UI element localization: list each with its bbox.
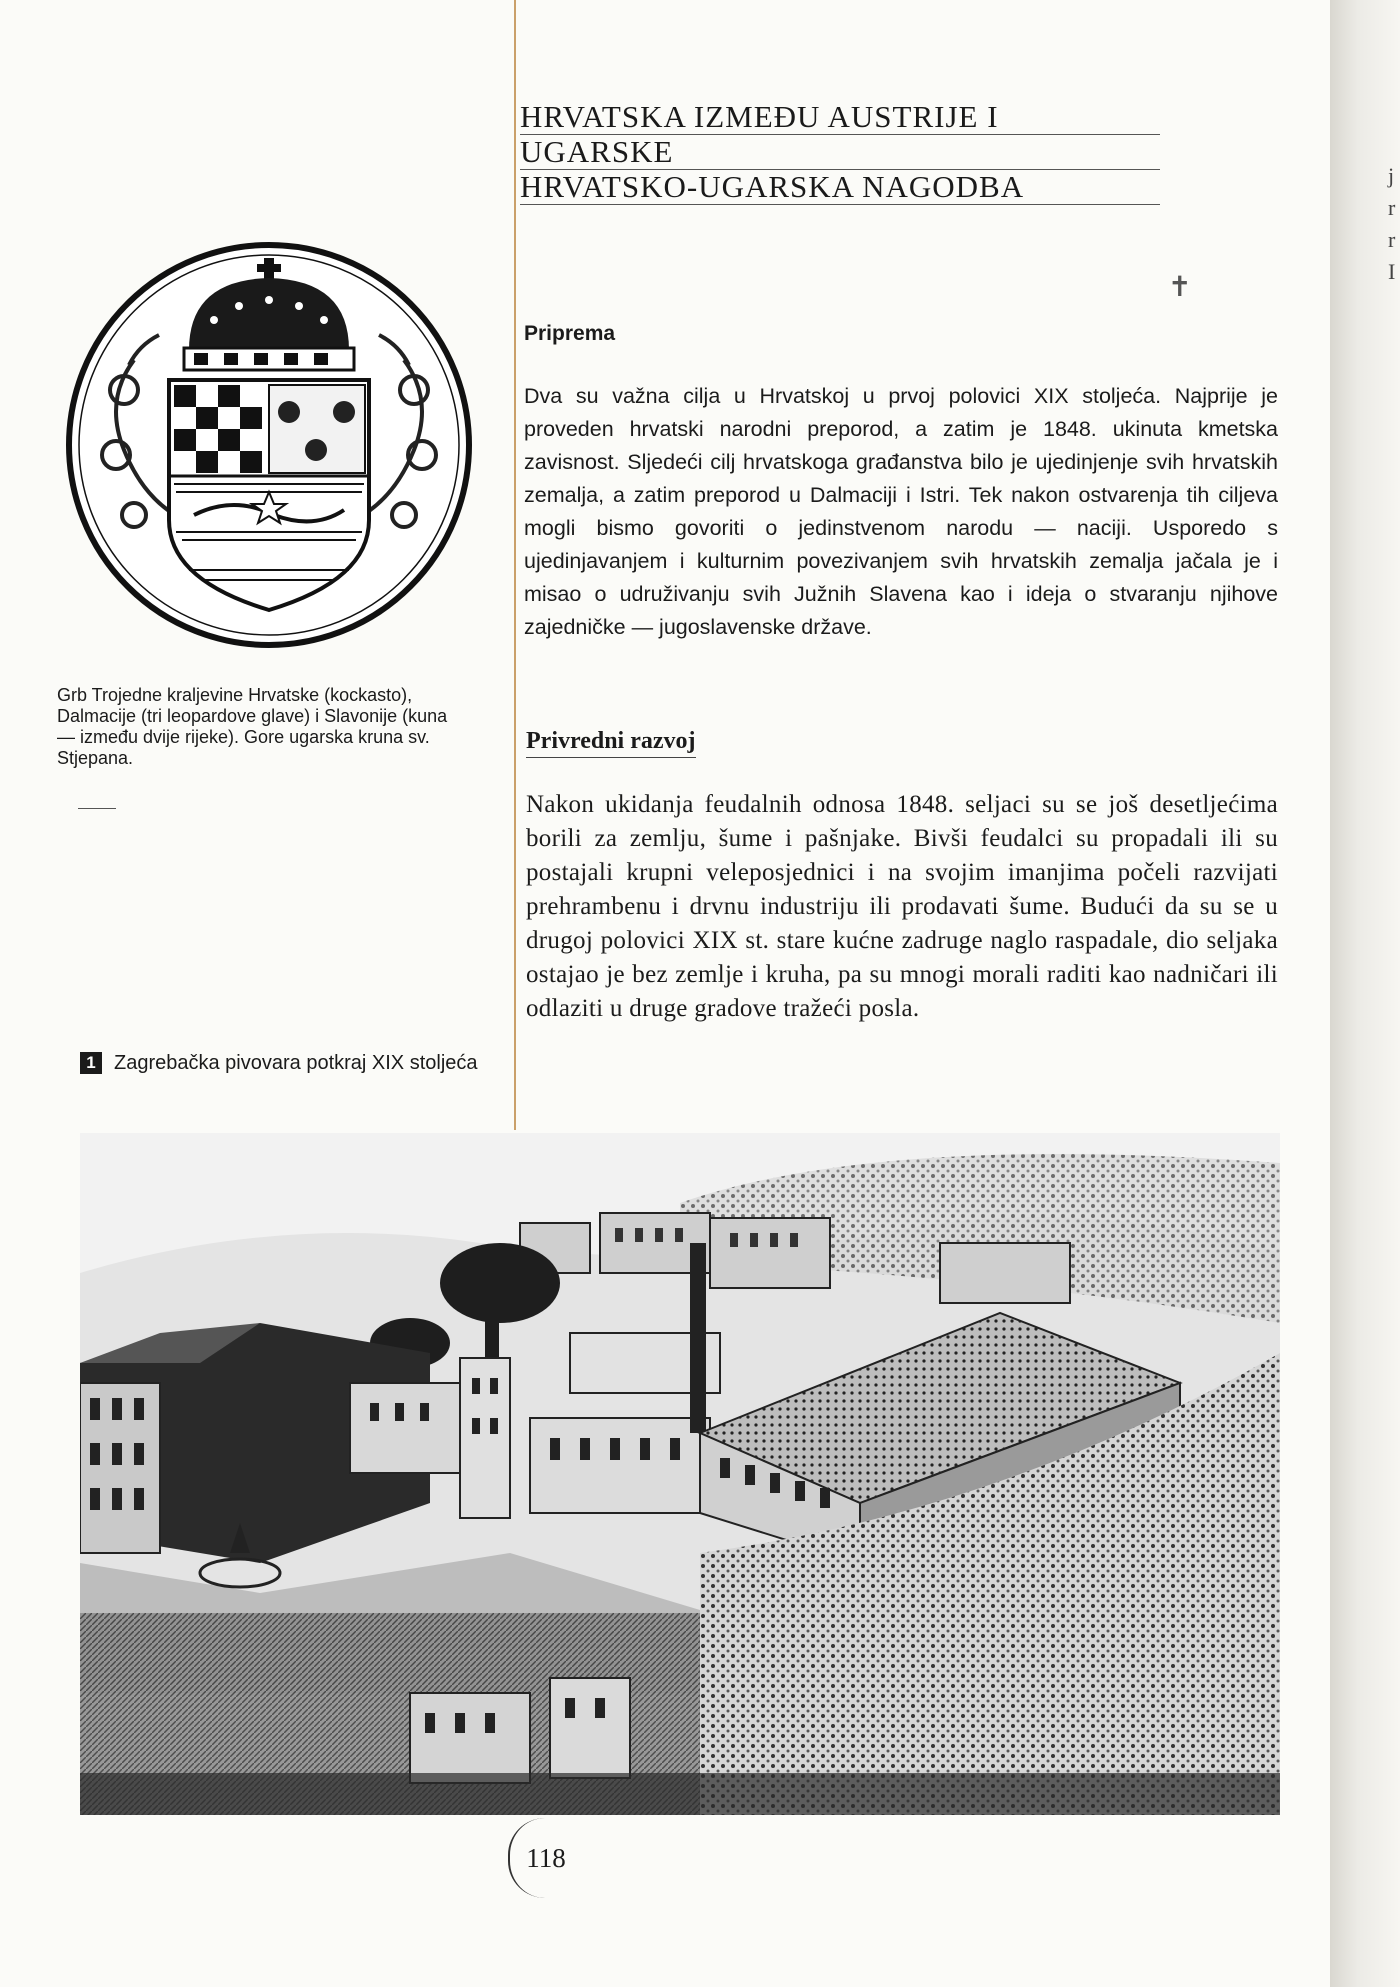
column-divider	[514, 0, 516, 1130]
title-line-2: UGARSKE	[520, 135, 1160, 170]
divider-dash	[78, 808, 116, 809]
figure-caption	[80, 1050, 494, 1076]
figure-number-badge: 1	[80, 1052, 102, 1074]
crest-caption: Grb Trojedne kraljevine Hrvatske (kockasto), Dalmacije (tri leopardove glave) i Slavonije (kuna — između dvije rijeke). Gore ugarska kruna sv. Stjepana.	[57, 685, 448, 768]
section-text-privredni-razvoj: Nakon ukidanja feudalnih odnosa 1848. seljaci su se još desetljećima borili za zemlju, šume i pašnjake. Bivši feudalci su propadali ili su postajali krupni veleposjednici i na svojim imanjima počeli razvijati prehrambenu i drvnu industriju ili prodavati šume. Budući da su se u drugoj polovici XIX st. stare kućne zadruge naglo raspadale, dio seljaka ostajao je bez zemlje i kruha, pa su mnogi morali raditi kao nadničari ili odlaziti u druge gradove tražeći posla.	[526, 791, 1278, 1022]
title-line-3: HRVATSKO-UGARSKA NAGODBA	[520, 170, 1160, 205]
section-text-priprema: Dva su važna cilja u Hrvatskoj u prvoj polovici XIX stoljeća. Najprije je proveden hrvatski narodni preporod, a zatim je 1848. ukinuta kmetska zavisnost. Sljedeći cilj hrvatskoga građanstva bilo je ujedinjenje svih hrvatskih zemalja, a zatim preporod u Dalmaciji i Istri. Tek nakon ostvarenja tih ciljeva mogli bismo govoriti o jedinstvenom narodu — naciji. Usporedo s ujedinjavanjem i kulturnim povezivanjem svih hrvatskih zemalja jačala je i misao o udruživanju svih Južnih Slavena kao i ideja o stvaranju njihove zajedničke — jugoslavenske države.	[524, 384, 1278, 639]
page-number: 118	[508, 1818, 582, 1898]
title-line-1: HRVATSKA IZMEĐU AUSTRIJE I	[520, 100, 1160, 135]
facing-page-edge	[1330, 0, 1400, 1987]
facing-page-glyphs: j r r I	[1388, 163, 1396, 284]
pencil-mark: ✝	[1168, 271, 1192, 302]
section-heading-privredni-razvoj: Privredni razvoj	[526, 728, 696, 758]
chapter-title	[520, 100, 1160, 205]
section-heading-priprema: Priprema	[524, 322, 616, 345]
figure-caption-text: Zagrebačka pivovara potkraj XIX stoljeća	[114, 1052, 478, 1074]
coat-of-arms-icon	[64, 240, 474, 650]
brewery-engraving-image	[80, 1133, 1280, 1815]
